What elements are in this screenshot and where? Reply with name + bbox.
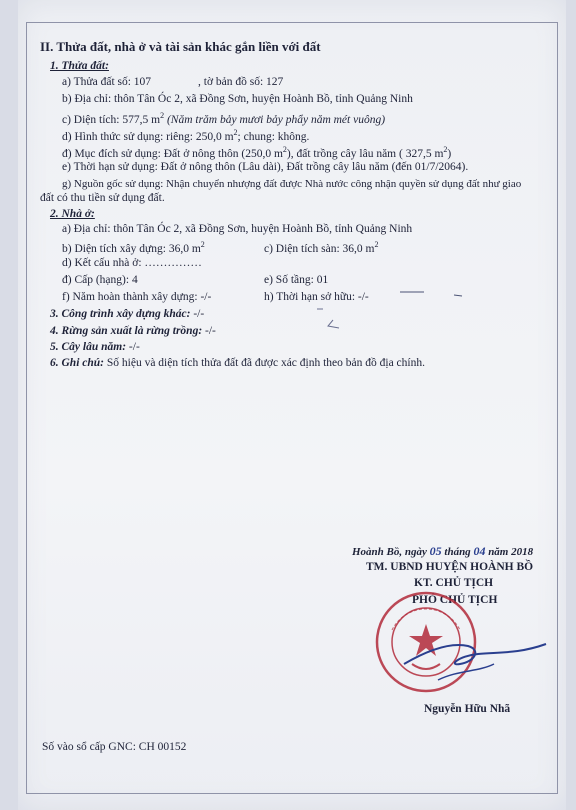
- build-area: b) Diện tích xây dựng: 36,0 $m^2$: [62, 240, 205, 255]
- signer-name: Nguyễn Hữu Nhã: [424, 703, 511, 715]
- house-structure: d) Kết cấu nhà ở: ……………: [62, 257, 202, 269]
- completion-year: f) Năm hoàn thành xây dựng: -/-: [62, 291, 212, 303]
- land-area: c) Diện tích: 577,5 $m^2$ (Năm trăm bảy mươi bảy phẩy năm mét vuông): [62, 111, 386, 126]
- land-origin-line1: g) Nguồn gốc sử dụng: Nhận chuyển nhượng đất được Nhà nước công nhận quyền sử dụng đất như giao: [62, 178, 522, 190]
- parcel-number: a) Thửa đất số: 107: [62, 76, 152, 88]
- pen-stroke-marks: [390, 286, 470, 300]
- perennial-trees: 5. Cây lâu năm: -/-: [50, 341, 140, 353]
- usage-term: e) Thời hạn sử dụng: Đất ở nông thôn (Lâu dài), Đất trồng cây lâu năm (đến 01/7/2064).: [62, 161, 469, 173]
- other-construction: 3. Công trình xây dựng khác: -/-: [50, 308, 205, 320]
- signer-role: PHÓ CHỦ TỊCH: [412, 594, 498, 606]
- land-address: b) Địa chỉ: thôn Tân Óc 2, xã Đồng Sơn, huyện Hoành Bồ, tỉnh Quảng Ninh: [62, 93, 413, 105]
- house-heading: 2. Nhà ở:: [50, 208, 95, 220]
- notes: 6. Ghi chú: Số hiệu và diện tích thửa đất đã được xác định theo bản đồ địa chính.: [50, 357, 425, 369]
- production-forest: 4. Rừng sản xuất là rừng trồng: -/-: [50, 325, 216, 337]
- house-address: a) Địa chỉ: thôn Tân Óc 2, xã Đồng Sơn, huyện Hoành Bồ, tỉnh Quảng Ninh: [62, 223, 413, 235]
- signer-role-acting: KT. CHỦ TỊCH: [414, 577, 494, 589]
- usage-form: d) Hình thức sử dụng: riêng: 250,0 $m^2$; chung: không.: [62, 128, 310, 143]
- house-grade: đ) Cấp (hạng): 4: [62, 274, 138, 286]
- signature-icon: [398, 620, 548, 700]
- floor-area: c) Diện tích sàn: 36,0 $m^2$: [264, 240, 379, 255]
- floor-count: e) Số tầng: 01: [264, 274, 329, 286]
- usage-purpose: đ) Mục đích sử dụng: Đất ở nông thôn (250,0 $m^2$), đất trồng cây lâu năm ( 327,5 $m^2$): [62, 145, 452, 160]
- handwritten-mark: [295, 306, 355, 332]
- land-heading: 1. Thửa đất:: [50, 60, 109, 72]
- place-and-date: Hoành Bồ, ngày 05 tháng 04 năm 2018: [352, 544, 534, 558]
- issuing-authority: TM. UBND HUYỆN HOÀNH BỒ: [366, 561, 534, 573]
- registry-number: Số vào sổ cấp GNC: CH 00152: [42, 741, 187, 753]
- land-origin-line2: đất có thu tiền sử dụng đất.: [40, 192, 165, 204]
- section-title: II. Thửa đất, nhà ở và tài sản khác gắn liền với đất: [40, 39, 321, 54]
- map-sheet-number: , tờ bản đồ số: 127: [198, 76, 284, 88]
- ownership-term: h) Thời hạn sở hữu: -/-: [264, 291, 369, 303]
